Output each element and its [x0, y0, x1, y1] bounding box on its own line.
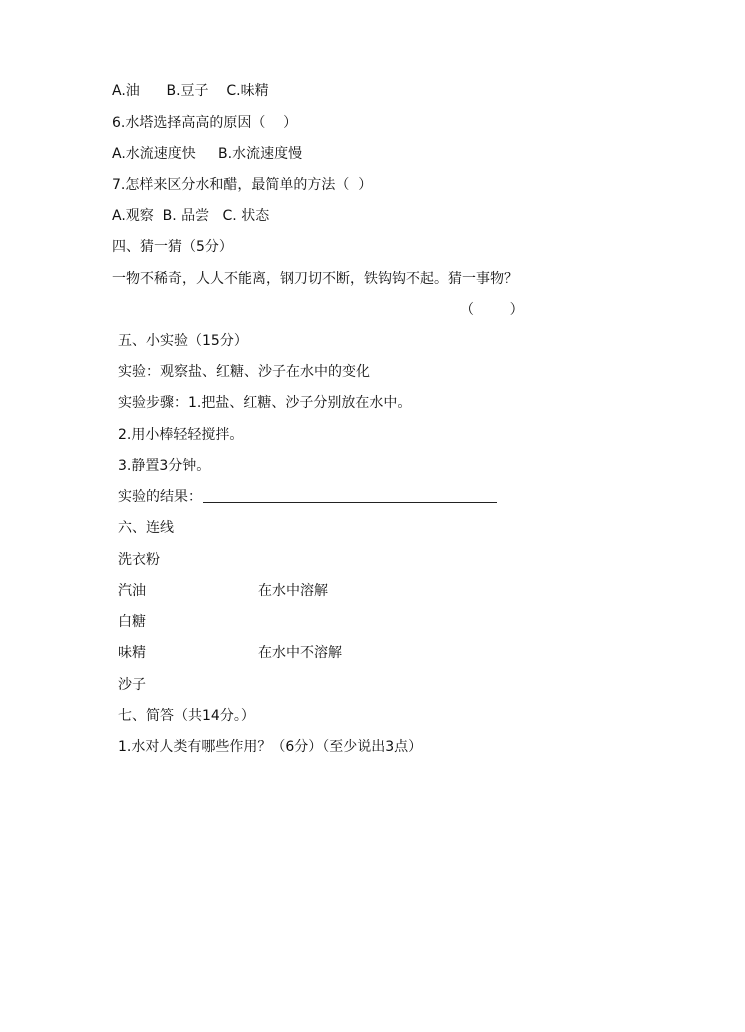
riddle-text: 一物不稀奇，人人不能离，钢刀切不断，铁钩钩不起。猜一事物？ [112, 271, 518, 287]
q7-options: A.观察 B. 品尝 C. 状态 [112, 208, 270, 224]
section5-title: 五、小实验（15分） [118, 333, 248, 349]
section6-title: 六、连线 [118, 520, 174, 536]
match-left-item: 洗衣粉 [118, 552, 160, 568]
section4-title: 四、猜一猜（5分） [112, 239, 233, 255]
experiment-step1: 实验步骤：1.把盐、红糖、沙子分别放在水中。 [118, 395, 412, 411]
short-answer-q1: 1.水对人类有哪些作用？（6分）（至少说出3点） [118, 739, 423, 755]
q5-options: A.油 B.豆子 C.味精 [112, 83, 269, 99]
q6-options: A.水流速度快 B.水流速度慢 [112, 146, 303, 162]
riddle-answer-blank: （ ） [460, 302, 524, 318]
experiment-step3: 3.静置3分钟。 [118, 458, 211, 474]
result-answer-line [203, 502, 497, 503]
match-right-item: 在水中溶解 [258, 583, 328, 599]
result-label: 实验的结果： [118, 489, 202, 505]
match-left-item: 汽油 [118, 583, 146, 599]
q6-question: 6.水塔选择高高的原因（ ） [112, 115, 298, 131]
match-left-item: 沙子 [118, 677, 146, 693]
match-left-item: 白糖 [118, 614, 146, 630]
match-right-item: 在水中不溶解 [258, 645, 342, 661]
match-left-item: 味精 [118, 645, 146, 661]
experiment-text: 实验：观察盐、红糖、沙子在水中的变化 [118, 364, 370, 380]
section7-title: 七、简答（共14分。） [118, 708, 255, 724]
experiment-step2: 2.用小棒轻轻搅拌。 [118, 427, 244, 443]
q7-question: 7.怎样来区分水和醋，最简单的方法（ ） [112, 177, 373, 193]
